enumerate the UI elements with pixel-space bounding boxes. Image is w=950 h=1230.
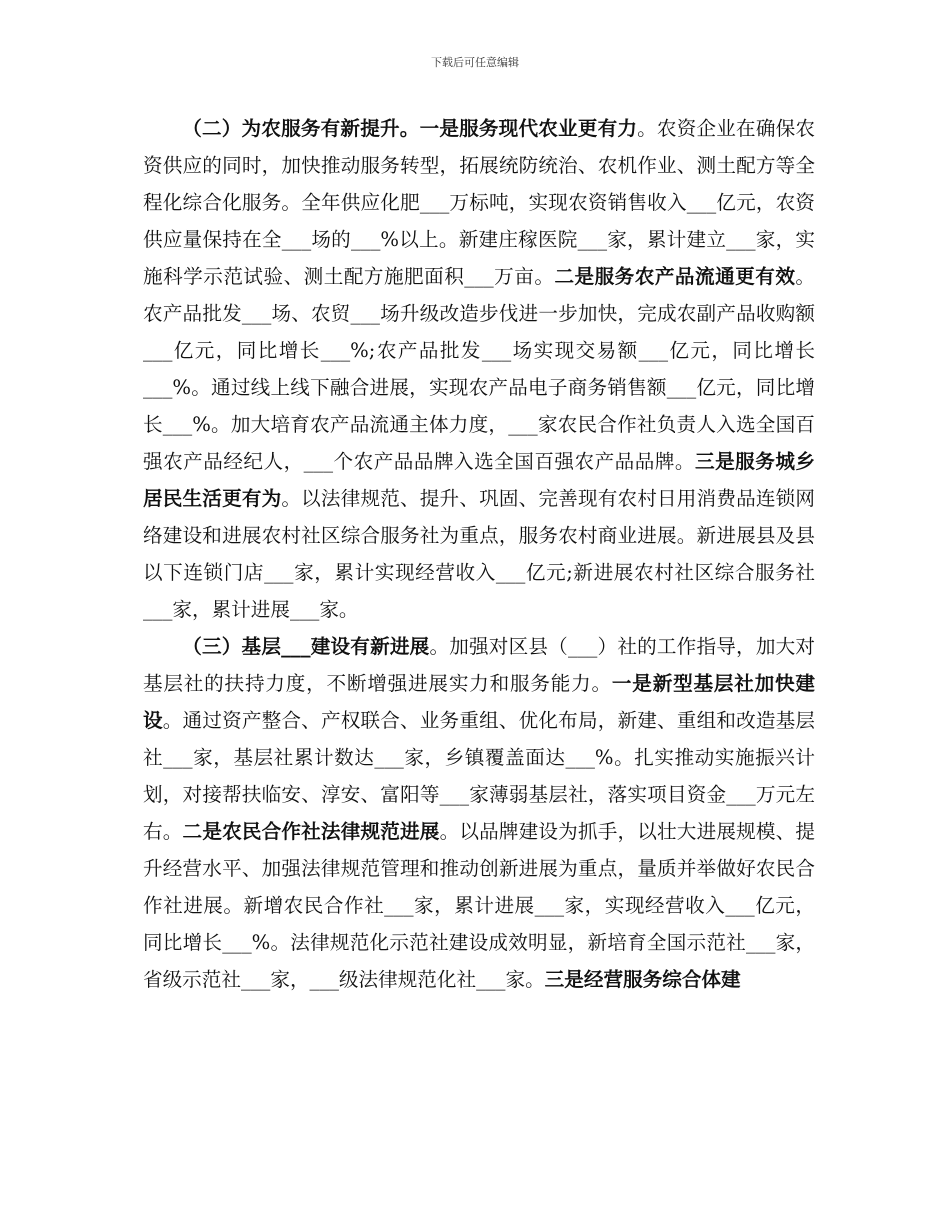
section-three-intro: 。加强对区县（___）社的工作指导，加大对基层社的扶持力度，不断增强进展实力和服务能力。 xyxy=(143,635,816,695)
point-two-body: 。农产品批发___场、农贸___场升级改造步伐进一步加快，完成农副产品收购额___亿元，同比增长___%;农产品批发___场实现交易额___亿元，同比增长___%。通过线上线下融合进展，实现农产品电子商务销售额___亿元，同比增长___%。加大培育农产品流通主体力度，___家农民合作社负责人入选全国百强农产品经纪人，___个农产品品牌入选全国百强农产品品牌。 xyxy=(143,265,816,473)
point-three-heading: 三是服务城乡居民生活更有为 xyxy=(143,450,816,510)
page-header: 下载后可任意编辑 xyxy=(431,56,519,69)
s3-point-three-heading: 三是经营服务综合体建 xyxy=(544,968,741,991)
section-two-heading: （二）为农服务有新提升。 xyxy=(182,117,420,140)
point-two-heading: 二是服务农产品流通更有效 xyxy=(554,265,796,288)
point-one-heading: 一是服务现代农业更有力 xyxy=(419,117,638,140)
paragraph-section-two xyxy=(143,110,815,628)
s3-point-one-body: 。通过资产整合、产权联合、业务重组、优化布局，新建、重组和改造基层社___家，基层社累计数达___家，乡镇覆盖面达___%。扎实推动实施振兴计划，对接帮扶临安、淳安、富阳等___家薄弱基层社，落实项目资金___万元左右。 xyxy=(143,709,816,843)
section-three-heading: （三）基层___建设有新进展 xyxy=(182,635,430,658)
point-three-body: 。以法律规范、提升、巩固、完善现有农村日用消费品连锁网络建设和进展农村社区综合服务社为重点，服务农村商业进展。新进展县及县以下连锁门店___家，累计实现经营收入___亿元;新进展农村社区综合服务社___家，累计进展___家。 xyxy=(143,487,816,621)
s3-point-two-heading: 二是农民合作社法律规范进展 xyxy=(182,820,440,843)
paragraph-section-three xyxy=(143,628,815,998)
document-body xyxy=(143,110,815,998)
s3-point-two-body: 。以品牌建设为抓手，以壮大进展规模、提升经营水平、加强法律规范管理和推动创新进展为重点，量质并举做好农民合作社进展。新增农民合作社___家，累计进展___家，实现经营收入___亿元，同比增长___%。法律规范化示范社建设成效明显，新培育全国示范社___家，省级示范社___家，___级法律规范化社___家。 xyxy=(143,820,816,991)
s3-point-one-heading: 一是新型基层社加快建设 xyxy=(143,672,816,732)
point-one-body: 。农资企业在确保农资供应的同时，加快推动服务转型，拓展统防统治、农机作业、测土配方等全程化综合化服务。全年供应化肥___万标吨，实现农资销售收入___亿元，农资供应量保持在全___场的___%以上。新建庄稼医院___家，累计建立___家，实施科学示范试验、测土配方施肥面积___万亩。 xyxy=(143,117,815,288)
